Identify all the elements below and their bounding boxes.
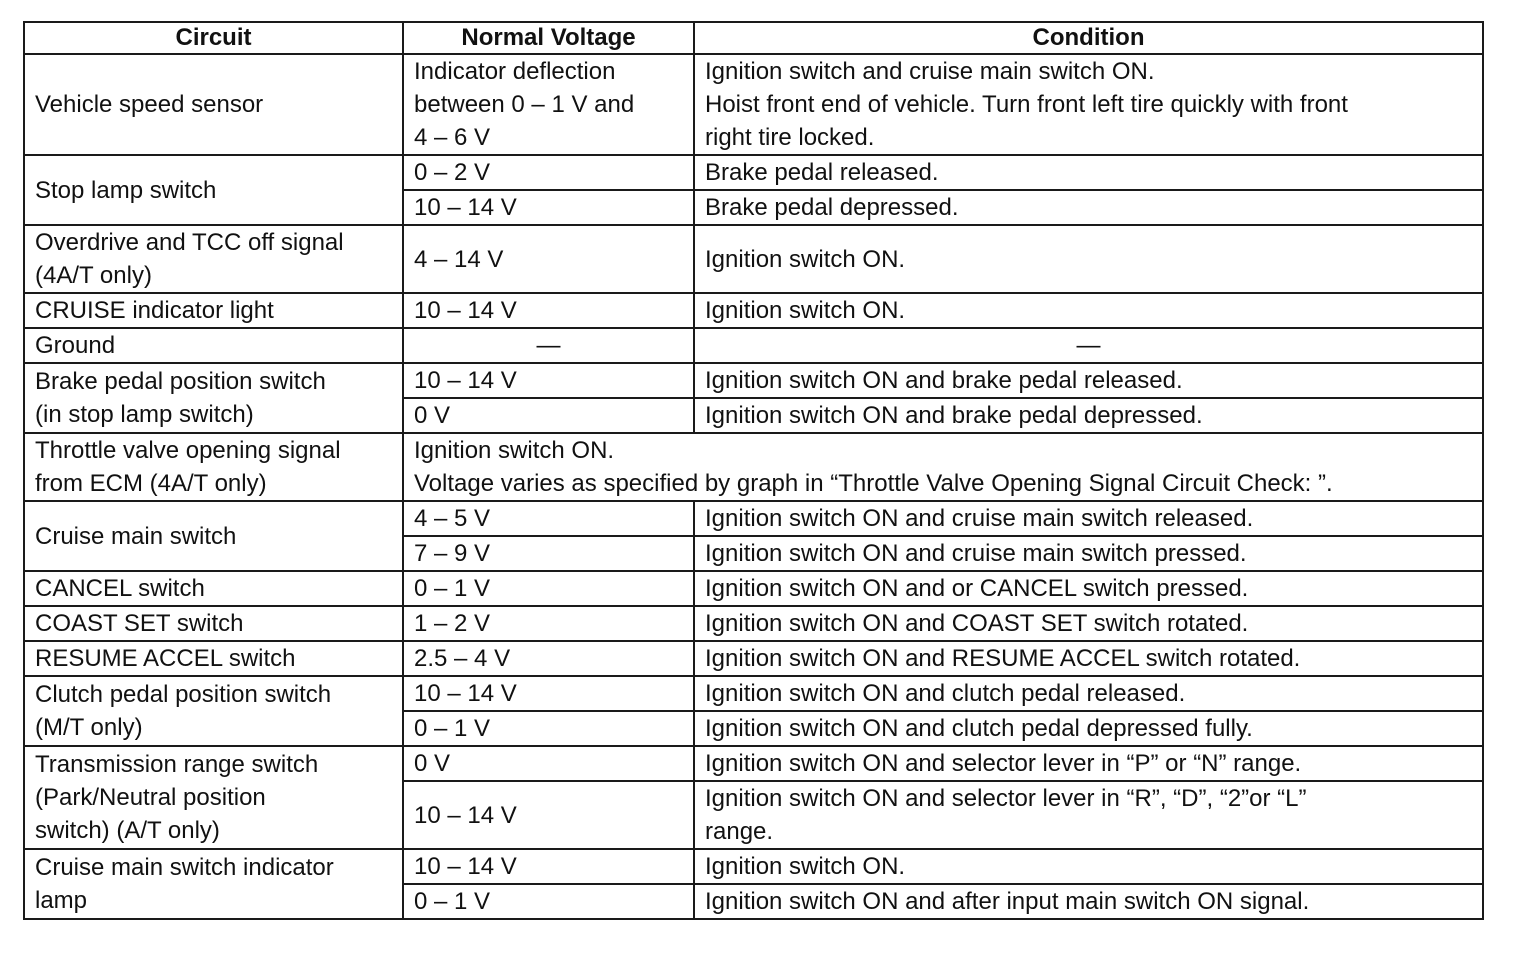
merged-voltage-condition-cell xyxy=(403,433,1483,501)
circuit-cell xyxy=(24,746,403,849)
voltage-cell: 0 – 2 V xyxy=(403,155,694,190)
header-normal-voltage: Normal Voltage xyxy=(403,22,694,54)
circuit-text: (Park/Neutral position xyxy=(35,784,266,811)
table-row xyxy=(24,571,1483,606)
voltage-cell: 0 – 1 V xyxy=(403,571,694,606)
voltage-text: between 0 – 1 V and xyxy=(414,91,635,118)
table-row xyxy=(24,676,1483,711)
condition-text: range. xyxy=(705,818,774,845)
circuit-text: (M/T only) xyxy=(35,714,143,741)
condition-cell: Ignition switch ON and clutch pedal depressed fully. xyxy=(694,711,1483,746)
condition-cell: Ignition switch ON and brake pedal depressed. xyxy=(694,398,1483,433)
table-row xyxy=(24,363,1483,398)
table-row xyxy=(24,328,1483,363)
condition-text: right tire locked. xyxy=(705,124,875,151)
header-row xyxy=(24,22,1483,54)
table-row xyxy=(24,54,1483,155)
circuit-text: Throttle valve opening signal xyxy=(35,437,341,464)
condition-cell: Brake pedal released. xyxy=(694,155,1483,190)
voltage-text: 4 – 6 V xyxy=(414,124,491,151)
condition-cell: Ignition switch ON. xyxy=(694,225,1483,293)
condition-cell: — xyxy=(694,328,1483,363)
circuit-cell xyxy=(24,433,403,501)
table-row xyxy=(24,293,1483,328)
merged-text: Voltage varies as specified by graph in “Throttle Valve Opening Signal Circuit Check: ”. xyxy=(414,470,1333,497)
condition-text: Hoist front end of vehicle. Turn front left tire quickly with front xyxy=(705,91,1348,118)
circuit-text: from ECM (4A/T only) xyxy=(35,470,267,497)
condition-cell: Ignition switch ON. xyxy=(694,849,1483,884)
condition-cell: Brake pedal depressed. xyxy=(694,190,1483,225)
voltage-cell: 10 – 14 V xyxy=(403,781,694,849)
circuit-cell: CANCEL switch xyxy=(24,571,403,606)
voltage-cell: 10 – 14 V xyxy=(403,363,694,398)
table-row xyxy=(24,641,1483,676)
circuit-text: (in stop lamp switch) xyxy=(35,401,254,428)
circuit-cell: CRUISE indicator light xyxy=(24,293,403,328)
header-circuit: Circuit xyxy=(24,22,403,54)
voltage-cell: — xyxy=(403,328,694,363)
voltage-cell: 10 – 14 V xyxy=(403,676,694,711)
circuit-text: Brake pedal position switch xyxy=(35,368,326,395)
voltage-cell: 7 – 9 V xyxy=(403,536,694,571)
condition-cell: Ignition switch ON and cruise main switch pressed. xyxy=(694,536,1483,571)
condition-text: Ignition switch ON and selector lever in “R”, “D”, “2”or “L” xyxy=(705,785,1307,812)
table-row xyxy=(24,849,1483,884)
voltage-cell xyxy=(403,54,694,155)
circuit-cell: COAST SET switch xyxy=(24,606,403,641)
circuit-cell xyxy=(24,225,403,293)
condition-cell: Ignition switch ON and COAST SET switch rotated. xyxy=(694,606,1483,641)
voltage-text: Indicator deflection xyxy=(414,58,616,85)
voltage-cell: 0 – 1 V xyxy=(403,711,694,746)
voltage-cell: 4 – 14 V xyxy=(403,225,694,293)
condition-cell: Ignition switch ON and or CANCEL switch pressed. xyxy=(694,571,1483,606)
voltage-cell: 10 – 14 V xyxy=(403,849,694,884)
voltage-cell: 10 – 14 V xyxy=(403,293,694,328)
condition-cell: Ignition switch ON and clutch pedal released. xyxy=(694,676,1483,711)
voltage-cell: 0 – 1 V xyxy=(403,884,694,919)
circuit-text: Stop lamp switch xyxy=(35,176,217,204)
circuit-text: Overdrive and TCC off signal xyxy=(35,229,344,256)
table-row xyxy=(24,501,1483,536)
condition-cell: Ignition switch ON. xyxy=(694,293,1483,328)
table-row xyxy=(24,225,1483,293)
condition-cell: Ignition switch ON and cruise main switch released. xyxy=(694,501,1483,536)
circuit-cell xyxy=(24,363,403,433)
document-page xyxy=(23,21,1482,920)
circuit-cell xyxy=(24,155,403,225)
voltage-cell: 10 – 14 V xyxy=(403,190,694,225)
voltage-cell: 0 V xyxy=(403,746,694,781)
table-row xyxy=(24,606,1483,641)
voltage-cell: 4 – 5 V xyxy=(403,501,694,536)
condition-text: Ignition switch and cruise main switch ON. xyxy=(705,58,1155,85)
circuit-cell: RESUME ACCEL switch xyxy=(24,641,403,676)
circuit-text: switch) (A/T only) xyxy=(35,817,220,844)
circuit-cell xyxy=(24,849,403,919)
condition-text: Ignition switch ON and selector lever in “P” or “N” range. xyxy=(705,750,1302,777)
condition-cell: Ignition switch ON and after input main switch ON signal. xyxy=(694,884,1483,919)
header-condition: Condition xyxy=(694,22,1483,54)
condition-cell xyxy=(694,54,1483,155)
table-row xyxy=(24,155,1483,190)
circuit-cell xyxy=(24,676,403,746)
circuit-cell xyxy=(24,54,403,155)
table-row xyxy=(24,433,1483,501)
circuit-text: Cruise main switch indicator xyxy=(35,854,334,881)
condition-cell: Ignition switch ON and brake pedal released. xyxy=(694,363,1483,398)
circuit-cell: Ground xyxy=(24,328,403,363)
merged-text: Ignition switch ON. xyxy=(414,437,615,464)
circuit-text: Vehicle speed sensor xyxy=(35,91,264,118)
circuit-text: lamp xyxy=(35,887,88,914)
table-row xyxy=(24,746,1483,781)
condition-cell xyxy=(694,746,1483,781)
circuit-text: (4A/T only) xyxy=(35,262,152,289)
circuit-voltage-table xyxy=(23,21,1484,920)
condition-cell xyxy=(694,781,1483,849)
circuit-text: Transmission range switch xyxy=(35,751,319,778)
voltage-cell: 0 V xyxy=(403,398,694,433)
circuit-cell: Cruise main switch xyxy=(24,501,403,571)
voltage-cell: 1 – 2 V xyxy=(403,606,694,641)
condition-cell: Ignition switch ON and RESUME ACCEL switch rotated. xyxy=(694,641,1483,676)
voltage-cell: 2.5 – 4 V xyxy=(403,641,694,676)
circuit-text: Clutch pedal position switch xyxy=(35,681,332,708)
